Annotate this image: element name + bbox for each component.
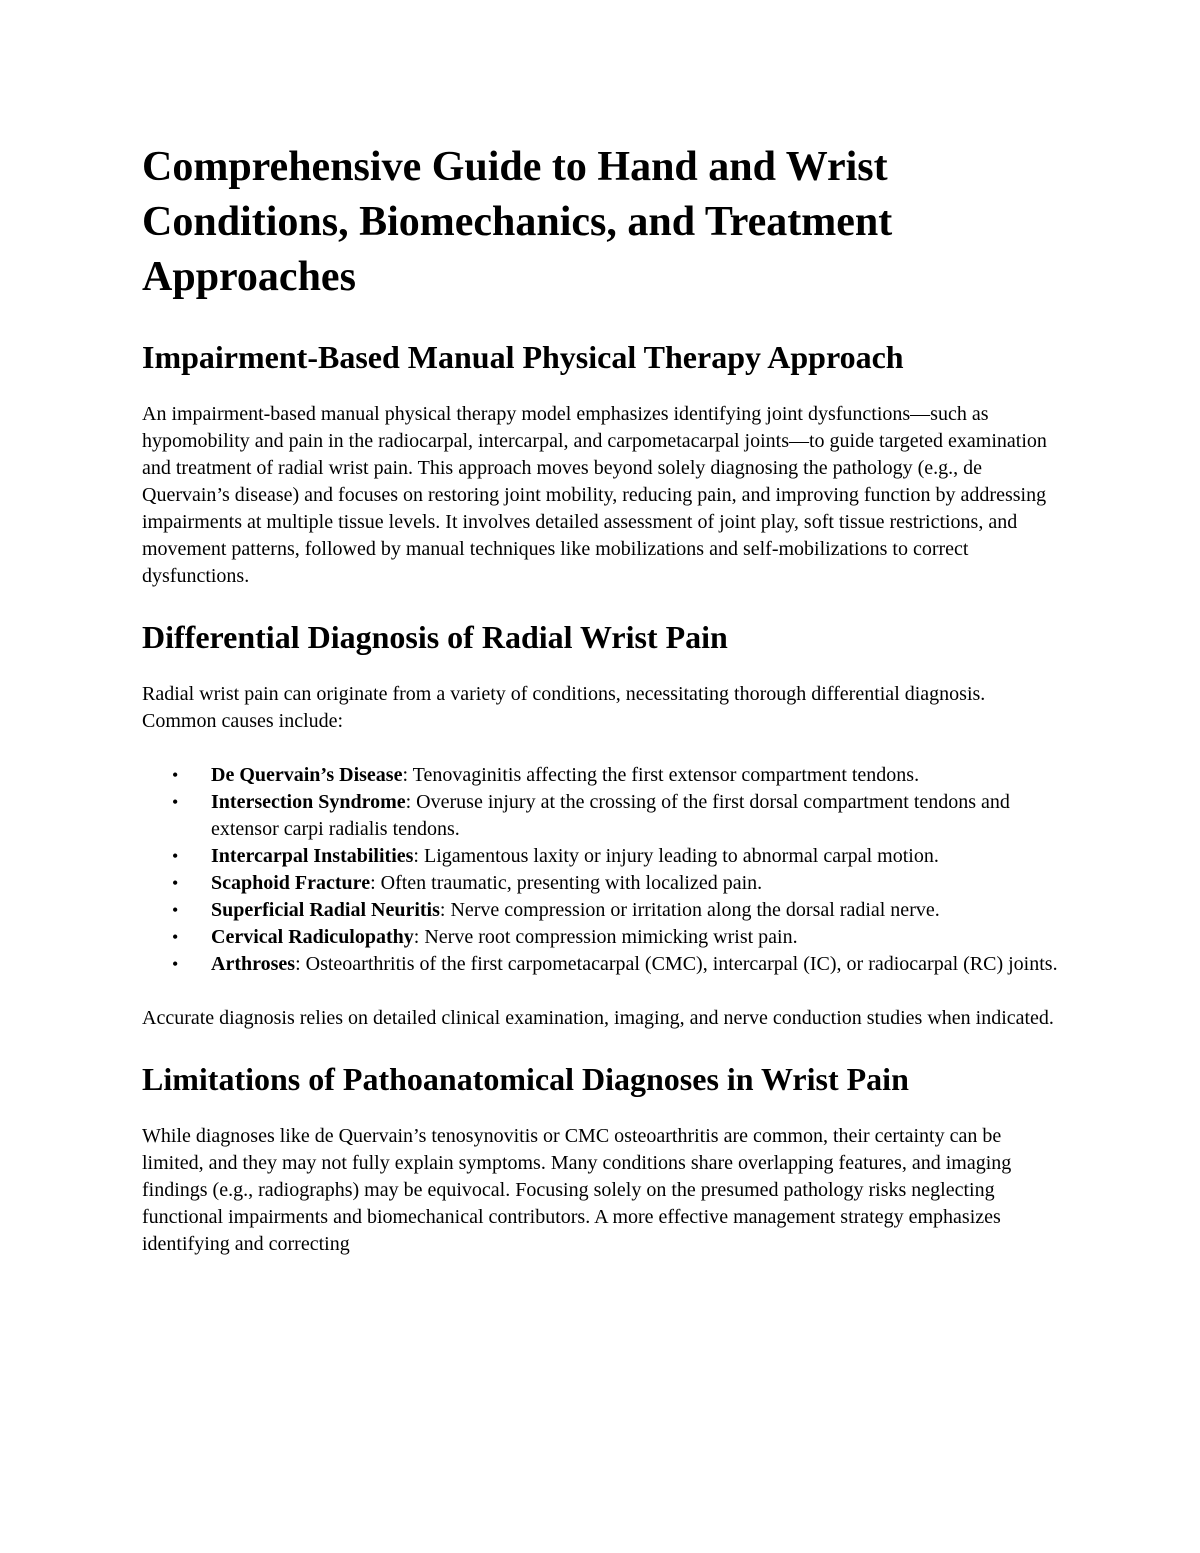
section-heading-impairment-based: Impairment-Based Manual Physical Therapy Approach: [142, 339, 904, 375]
list-item: [142, 843, 1062, 870]
list-item-description: : Nerve root compression mimicking wrist pain.: [413, 926, 798, 948]
section-intro-differential-diagnosis: Radial wrist pain can originate from a variety of conditions, necessitating thorough differential diagnosis. Common causes include:: [142, 683, 986, 732]
bullet-icon: •: [172, 792, 179, 812]
list-item-term: Intercarpal Instabilities: [211, 845, 414, 867]
bullet-icon: •: [172, 954, 179, 974]
list-item-term: De Quervain’s Disease: [211, 764, 403, 786]
bullet-icon: •: [172, 846, 179, 866]
list-item: [142, 897, 1062, 924]
document-title: Comprehensive Guide to Hand and Wrist Conditions, Biomechanics, and Treatment Approaches: [142, 144, 893, 300]
section-paragraph-impairment-based: An impairment-based manual physical therapy model emphasizes identifying joint dysfunctions—such as hypomobility and pain in the radiocarpal, intercarpal, and carpometacarpal joints—to guide targeted examination and treatment of radial wrist pain. This approach moves beyond solely diagnosing the pathology (e.g., de Quervain’s disease) and focuses on restoring joint mobility, reducing pain, and improving function by addressing impairments at multiple tissue levels. It involves detailed assessment of joint play, soft tissue restrictions, and movement patterns, followed by manual techniques like mobilizations and self-mobilizations to correct dysfunctions.: [142, 403, 1047, 587]
list-item: [142, 762, 1062, 789]
list-item-description: : Overuse injury at the crossing of the first dorsal compartment tendons and extensor carpi radialis tendons.: [211, 791, 1010, 840]
list-item-description: : Ligamentous laxity or injury leading to abnormal carpal motion.: [413, 845, 939, 867]
bullet-icon: •: [172, 900, 179, 920]
list-item-description: : Often traumatic, presenting with localized pain.: [370, 872, 763, 894]
list-item: [142, 924, 1062, 951]
list-item-term: Intersection Syndrome: [211, 791, 406, 813]
section-paragraph-limitations: While diagnoses like de Quervain’s tenosynovitis or CMC osteoarthritis are common, their certainty can be limited, and they may not fully explain symptoms. Many conditions share overlapping features, and imaging findings (e.g., radiographs) may be equivocal. Focusing solely on the presumed pathology risks neglecting functional impairments and biomechanical contributors. A more effective management strategy emphasizes identifying and correcting: [142, 1125, 1012, 1255]
list-item-term: Cervical Radiculopathy: [211, 926, 414, 948]
list-item: [142, 789, 1062, 843]
section-heading-limitations: Limitations of Pathoanatomical Diagnoses in Wrist Pain: [142, 1061, 909, 1097]
bullet-icon: •: [172, 873, 179, 893]
list-item: [142, 870, 1062, 897]
section-outro-differential-diagnosis: Accurate diagnosis relies on detailed clinical examination, imaging, and nerve conduction studies when indicated.: [142, 1007, 1054, 1029]
causes-list: [142, 762, 1062, 978]
list-item: [142, 951, 1062, 978]
section-heading-differential-diagnosis: Differential Diagnosis of Radial Wrist Pain: [142, 619, 728, 655]
list-item-term: Arthroses: [211, 953, 296, 975]
list-item-term: Superficial Radial Neuritis: [211, 899, 440, 921]
list-item-description: : Nerve compression or irritation along the dorsal radial nerve.: [439, 899, 940, 921]
list-item-description: : Osteoarthritis of the first carpometacarpal (CMC), intercarpal (IC), or radiocarpal (RC) joints.: [295, 953, 1058, 975]
bullet-icon: •: [172, 765, 179, 785]
document-page: [142, 140, 1062, 1285]
bullet-icon: •: [172, 927, 179, 947]
list-item-description: : Tenovaginitis affecting the first extensor compartment tendons.: [402, 764, 920, 786]
list-item-term: Scaphoid Fracture: [211, 872, 371, 894]
